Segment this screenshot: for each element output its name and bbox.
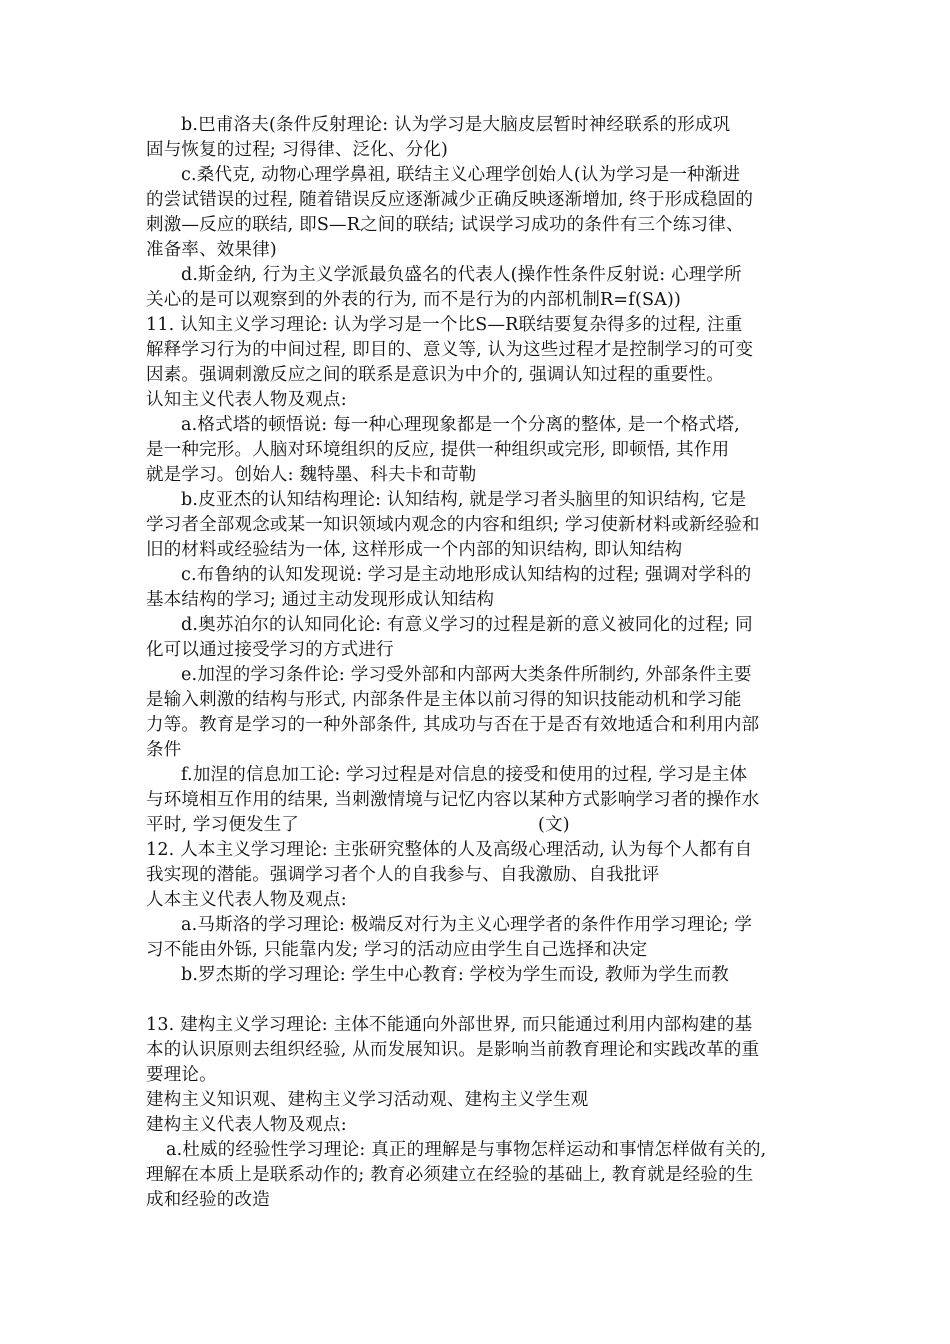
text-line: b.皮亚杰的认知结构理论: 认知结构, 就是学习者头脑里的知识结构, 它是 <box>181 490 747 510</box>
text-line: 成和经验的改造 <box>146 1190 270 1210</box>
text-line: 本的认识原则去组织经验, 从而发展知识。是影响当前教育理论和实践改革的重 <box>146 1040 760 1060</box>
text-line: 与环境相互作用的结果, 当刺激情境与记忆内容以某种方式影响学习者的操作水 <box>146 790 760 810</box>
subheading: 人本主义代表人物及观点: <box>146 890 347 910</box>
text-line: 是输入刺激的结构与形式, 内部条件是主体以前习得的知识技能动机和学习能 <box>146 690 742 710</box>
text-line: 基本结构的学习; 通过主动发现形成认知结构 <box>146 590 495 610</box>
text-line: 准备率、效果律) <box>146 240 277 260</box>
text-line: 力等。教育是学习的一种外部条件, 其成功与否在于是否有效地适合和利用内部 <box>146 715 760 735</box>
text-line: 的尝试错误的过程, 随着错误反应逐渐减少正确反映逐渐增加, 终于形成稳固的 <box>146 190 754 210</box>
subheading: 建构主义代表人物及观点: <box>146 1115 347 1135</box>
text-line: c.桑代克, 动物心理学鼻祖, 联结主义心理学创始人(认为学习是一种渐进 <box>181 165 741 185</box>
text-line: d.斯金纳, 行为主义学派最负盛名的代表人(操作性条件反射说: 心理学所 <box>181 265 742 285</box>
text-line: 理解在本质上是联系动作的; 教育必须建立在经验的基础上, 教育就是经验的生 <box>146 1165 754 1185</box>
text-line: 平时, 学习便发生了 <box>146 815 300 835</box>
text-line: 建构主义知识观、建构主义学习活动观、建构主义学生观 <box>146 1090 589 1110</box>
text-line: 要理论。 <box>146 1065 217 1085</box>
text-line: 我实现的潜能。强调学习者个人的自我参与、自我激励、自我批评 <box>146 865 660 885</box>
section-12-heading: 12. 人本主义学习理论: 主张研究整体的人及高级心理活动, 认为每个人都有自 <box>146 840 753 860</box>
text-line: 是一种完形。人脑对环境组织的反应, 提供一种组织或完形, 即顿悟, 其作用 <box>146 440 730 460</box>
text-line: 因素。强调刺激反应之间的联系是意识为中介的, 强调认知过程的重要性。 <box>146 365 724 385</box>
text-line: b.巴甫洛夫(条件反射理论: 认为学习是大脑皮层暂时神经联系的形成巩 <box>181 115 731 135</box>
text-line: f.加涅的信息加工论: 学习过程是对信息的接受和使用的过程, 学习是主体 <box>181 765 748 785</box>
section-11-heading: 11. 认知主义学习理论: 认为学习是一个比S—R联结要复杂得多的过程, 注重 <box>146 315 743 335</box>
text-line: 学习者全部观念或某一知识领域内观念的内容和组织; 学习使新材料或新经验和 <box>146 515 760 535</box>
text-line: 条件 <box>146 740 182 760</box>
subheading: 认知主义代表人物及观点: <box>146 390 347 410</box>
text-line: 就是学习。创始人: 魏特墨、科夫卡和苛勒 <box>146 465 477 485</box>
text-line: 旧的材料或经验结为一体, 这样形成一个内部的知识结构, 即认知结构 <box>146 540 683 560</box>
text-line: 化可以通过接受学习的方式进行 <box>146 640 394 660</box>
text-line: a.马斯洛的学习理论: 极端反对行为主义心理学者的条件作用学习理论; 学 <box>181 915 753 935</box>
text-line: e.加涅的学习条件论: 学习受外部和内部两大类条件所制约, 外部条件主要 <box>181 665 752 685</box>
text-line: 关心的是可以观察到的外表的行为, 而不是行为的内部机制R=f(SA)) <box>146 290 682 310</box>
text-line: 习不能由外铄, 只能靠内发; 学习的活动应由学生自己选择和决定 <box>146 940 648 960</box>
text-line: 刺激—反应的联结, 即S—R之间的联结; 试误学习成功的条件有三个练习律、 <box>146 215 744 235</box>
text-line: a.格式塔的顿悟说: 每一种心理现象都是一个分离的整体, 是一个格式塔, <box>181 415 740 435</box>
text-line: 固与恢复的过程; 习得律、泛化、分化) <box>146 140 449 160</box>
page-marker: (文) <box>538 815 570 835</box>
text-line: c.布鲁纳的认知发现说: 学习是主动地形成认知结构的过程; 强调对学科的 <box>181 565 752 585</box>
text-line: d.奥苏泊尔的认知同化论: 有意义学习的过程是新的意义被同化的过程; 同 <box>181 615 753 635</box>
text-line: a.杜威的经验性学习理论: 真正的理解是与事物怎样运动和事情怎样做有关的, <box>166 1140 767 1160</box>
text-line: b.罗杰斯的学习理论: 学生中心教育: 学校为学生而设, 教师为学生而教 <box>181 965 730 985</box>
text-line: 解释学习行为的中间过程, 即目的、意义等, 认为这些过程才是控制学习的可变 <box>146 340 754 360</box>
section-13-heading: 13. 建构主义学习理论: 主体不能通向外部世界, 而只能通过利用内部构建的基 <box>146 1015 753 1035</box>
